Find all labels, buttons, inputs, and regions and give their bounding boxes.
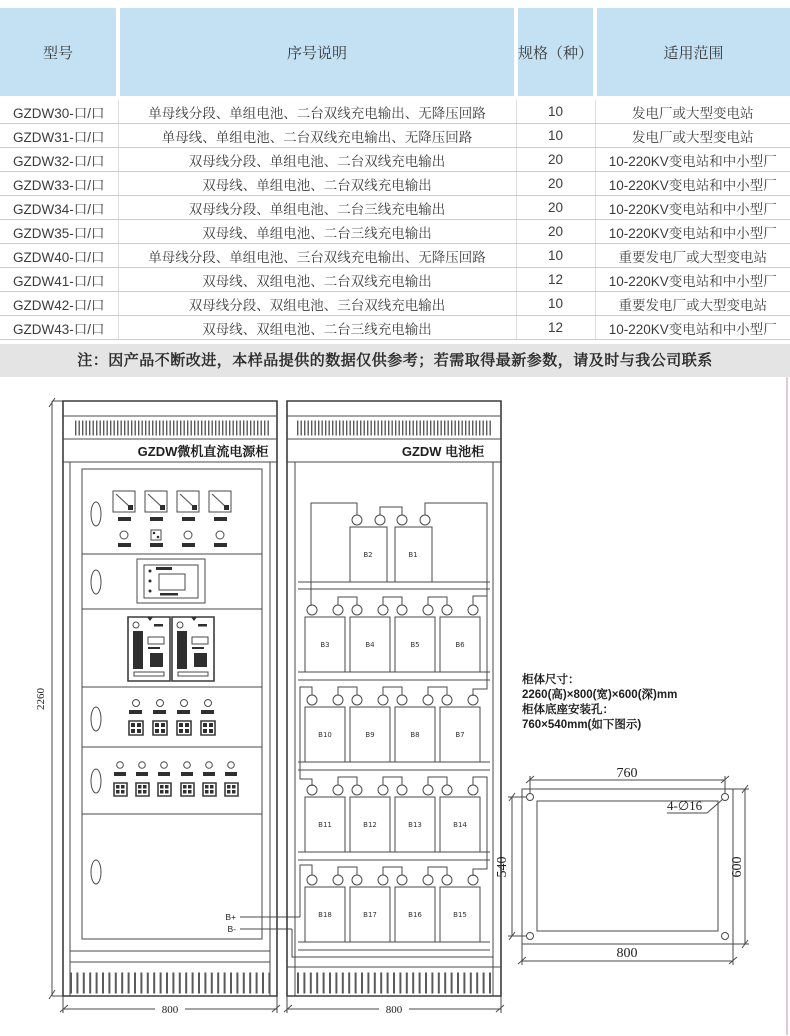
- battery-label: B9: [365, 731, 375, 739]
- battery-shelf-4: [305, 777, 487, 876]
- battery-label: B15: [453, 911, 467, 919]
- battery-label: B13: [408, 821, 422, 829]
- battery-cabinet-title: GZDW 电池柜: [401, 444, 485, 459]
- base-dim-760: 760: [616, 766, 638, 781]
- charger-modules: [128, 617, 214, 681]
- application-cell: 10-220KV变电站和中小型厂: [595, 220, 790, 244]
- model-cell: GZDW43-口/口: [0, 316, 118, 340]
- base-dim-540: 540: [495, 856, 510, 878]
- table-row: [0, 196, 790, 220]
- col-header-description: 序号说明: [118, 8, 516, 98]
- base-dim-800: 800: [616, 946, 638, 961]
- door-handles: [91, 502, 101, 884]
- application-cell: 10-220KV变电站和中小型厂: [595, 316, 790, 340]
- description-cell: 双母线分段、单组电池、二台双线充电输出: [118, 148, 516, 172]
- description-cell: 单母线分段、单组电池、三台双线充电输出、无降压回路: [118, 244, 516, 268]
- battery-label: B12: [363, 821, 377, 829]
- breaker-group-row-4: [129, 700, 215, 736]
- table-row: [0, 268, 790, 292]
- hole-callout-label: 4-∅16: [667, 798, 703, 813]
- table-row: [0, 148, 790, 172]
- model-cell: GZDW34-口/口: [0, 196, 118, 220]
- model-cell: GZDW31-口/口: [0, 124, 118, 148]
- left-width-dimension: [60, 996, 280, 1016]
- battery-label: B1: [408, 551, 418, 559]
- monitor-unit: [137, 559, 205, 603]
- spec-count-cell: 20: [516, 172, 595, 196]
- battery-label: B8: [410, 731, 420, 739]
- table-row: [0, 292, 790, 316]
- base-dim-600: 600: [730, 856, 745, 878]
- spec-line-3: 柜体底座安装孔：: [522, 704, 614, 716]
- b-plus-label: B+: [225, 912, 236, 922]
- model-cell: GZDW32-口/口: [0, 148, 118, 172]
- right-width-dimension: [284, 996, 504, 1016]
- table-header-row: [0, 8, 790, 98]
- height-dim-label: 2260: [35, 688, 47, 710]
- table-row: [0, 98, 790, 124]
- table-row: [0, 220, 790, 244]
- battery-shelf-1: [311, 503, 487, 606]
- battery-label: B10: [318, 731, 332, 739]
- model-cell: GZDW30-口/口: [0, 98, 118, 124]
- battery-label: B6: [455, 641, 465, 649]
- spec-count-cell: 20: [516, 220, 595, 244]
- description-cell: 双母线、双组电池、二台双线充电输出: [118, 268, 516, 292]
- description-cell: 双母线、单组电池、二台双线充电输出: [118, 172, 516, 196]
- datasheet-page: [0, 8, 790, 1035]
- battery-label: B7: [455, 731, 465, 739]
- col-header-model: 型号: [0, 8, 118, 98]
- model-cell: GZDW40-口/口: [0, 244, 118, 268]
- battery-cabinet: [284, 401, 504, 1016]
- battery-shelf-5: [292, 865, 493, 957]
- model-spec-table: [0, 8, 790, 340]
- table-row: [0, 244, 790, 268]
- battery-shelf-3: [300, 687, 480, 786]
- application-cell: 重要发电厂或大型变电站: [595, 244, 790, 268]
- battery-label: B17: [363, 911, 377, 919]
- description-cell: 双母线、双组电池、二台三线充电输出: [118, 316, 516, 340]
- col-header-spec-count: 规格（种）: [516, 8, 595, 98]
- spec-count-cell: 20: [516, 148, 595, 172]
- spec-count-cell: 10: [516, 124, 595, 148]
- left-width-dim-label: 800: [161, 1004, 179, 1016]
- battery-shelf-2: [305, 596, 487, 696]
- spec-count-cell: 12: [516, 316, 595, 340]
- description-cell: 双母线、单组电池、二台三线充电输出: [118, 220, 516, 244]
- battery-label: B18: [318, 911, 332, 919]
- application-cell: 10-220KV变电站和中小型厂: [595, 268, 790, 292]
- spec-count-cell: 12: [516, 268, 595, 292]
- dc-cabinet-title: GZDW微机直流电源柜: [137, 444, 269, 459]
- spec-line-2: 2260(高)×800(宽)×600(深)mm: [522, 689, 678, 701]
- battery-label: B16: [408, 911, 422, 919]
- application-cell: 10-220KV变电站和中小型厂: [595, 172, 790, 196]
- description-cell: 单母线、单组电池、二台双线充电输出、无降压回路: [118, 124, 516, 148]
- battery-label: B5: [410, 641, 420, 649]
- application-cell: 10-220KV变电站和中小型厂: [595, 148, 790, 172]
- model-cell: GZDW33-口/口: [0, 172, 118, 196]
- mounting-hole: [527, 933, 534, 940]
- table-row: [0, 124, 790, 148]
- application-cell: 发电厂或大型变电站: [595, 124, 790, 148]
- col-header-application: 适用范围: [595, 8, 790, 98]
- mounting-hole: [722, 933, 729, 940]
- spec-line-4: 760×540mm(如下图示): [522, 719, 642, 731]
- application-cell: 发电厂或大型变电站: [595, 98, 790, 124]
- model-cell: GZDW41-口/口: [0, 268, 118, 292]
- spec-count-cell: 10: [516, 98, 595, 124]
- model-cell: GZDW42-口/口: [0, 292, 118, 316]
- table-row: [0, 172, 790, 196]
- model-cell: GZDW35-口/口: [0, 220, 118, 244]
- spec-count-cell: 10: [516, 244, 595, 268]
- battery-shelves: [298, 582, 490, 950]
- right-width-dim-label: 800: [385, 1004, 403, 1016]
- table-row: [0, 316, 790, 340]
- cabinet-spec-text: [522, 672, 677, 731]
- breaker-group-row-6: [114, 762, 238, 796]
- charger-module: [172, 617, 214, 681]
- description-cell: 双母线分段、单组电池、二台三线充电输出: [118, 196, 516, 220]
- battery-label: B3: [320, 641, 330, 649]
- panel-meters: [113, 491, 231, 547]
- spec-count-cell: 10: [516, 292, 595, 316]
- battery-label: B11: [318, 821, 332, 829]
- battery-label: B4: [365, 641, 375, 649]
- mounting-hole: [527, 794, 534, 801]
- application-cell: 10-220KV变电站和中小型厂: [595, 196, 790, 220]
- application-cell: 重要发电厂或大型变电站: [595, 292, 790, 316]
- spec-line-1: 柜体尺寸：: [522, 674, 580, 686]
- base-mounting-plan: [495, 766, 749, 965]
- battery-label: B2: [363, 551, 373, 559]
- spec-count-cell: 20: [516, 196, 595, 220]
- description-cell: 双母线分段、双组电池、三台双线充电输出: [118, 292, 516, 316]
- charger-module: [128, 617, 170, 681]
- b-minus-label: B-: [227, 924, 236, 934]
- cabinet-technical-drawing: [0, 377, 790, 1035]
- description-cell: 单母线分段、单组电池、二台双线充电输出、无降压回路: [118, 98, 516, 124]
- dc-power-cabinet: [60, 401, 300, 1016]
- battery-label: B14: [453, 821, 467, 829]
- height-dimension: [35, 398, 63, 999]
- disclaimer-note: 注：因产品不断改进，本样品提供的数据仅供参考；若需取得最新参数，请及时与我公司联系: [0, 344, 790, 377]
- battery-bus-terminals: [225, 912, 300, 934]
